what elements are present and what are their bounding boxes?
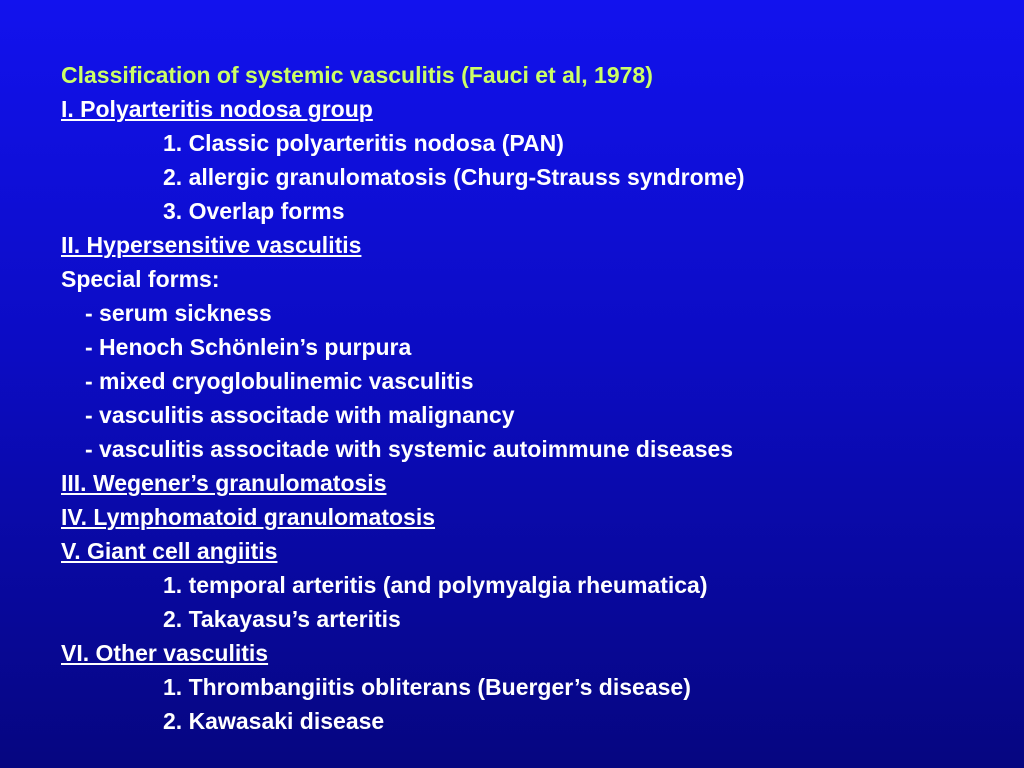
group-heading-wegener: III. Wegener’s granulomatosis — [61, 470, 387, 496]
group-item: 2. allergic granulomatosis (Churg-Strauss syndrome) — [163, 164, 745, 190]
group-heading-lymphomatoid: IV. Lymphomatoid granulomatosis — [61, 504, 436, 530]
group-heading-hypersensitive: II. Hypersensitive vasculitis — [61, 232, 362, 258]
group-item: 3. Overlap forms — [163, 198, 345, 224]
group-heading-giant-cell: V. Giant cell angiitis — [61, 538, 278, 564]
group-item: 1. Thrombangiitis obliterans (Buerger’s disease) — [163, 674, 691, 700]
group-item: 2. Takayasu’s arteritis — [163, 606, 401, 632]
special-forms-label: Special forms: — [61, 266, 220, 292]
special-form-item: - serum sickness — [85, 300, 272, 326]
group-heading-polyarteritis: I. Polyarteritis nodosa group — [61, 96, 373, 122]
group-heading-other: VI. Other vasculitis — [61, 640, 269, 666]
slide-content — [61, 58, 1001, 738]
special-form-item: - Henoch Schönlein’s purpura — [85, 334, 412, 360]
group-item: 1. temporal arteritis (and polymyalgia rheumatica) — [163, 572, 708, 598]
special-form-item: - vasculitis associtade with systemic autoimmune diseases — [85, 436, 734, 462]
group-item: 2. Kawasaki disease — [163, 708, 385, 734]
slide-title: Classification of systemic vasculitis (Fauci et al, 1978) — [61, 62, 653, 88]
group-item: 1. Classic polyarteritis nodosa (PAN) — [163, 130, 564, 156]
special-form-item: - vasculitis associtade with malignancy — [85, 402, 515, 428]
special-form-item: - mixed cryoglobulinemic vasculitis — [85, 368, 474, 394]
